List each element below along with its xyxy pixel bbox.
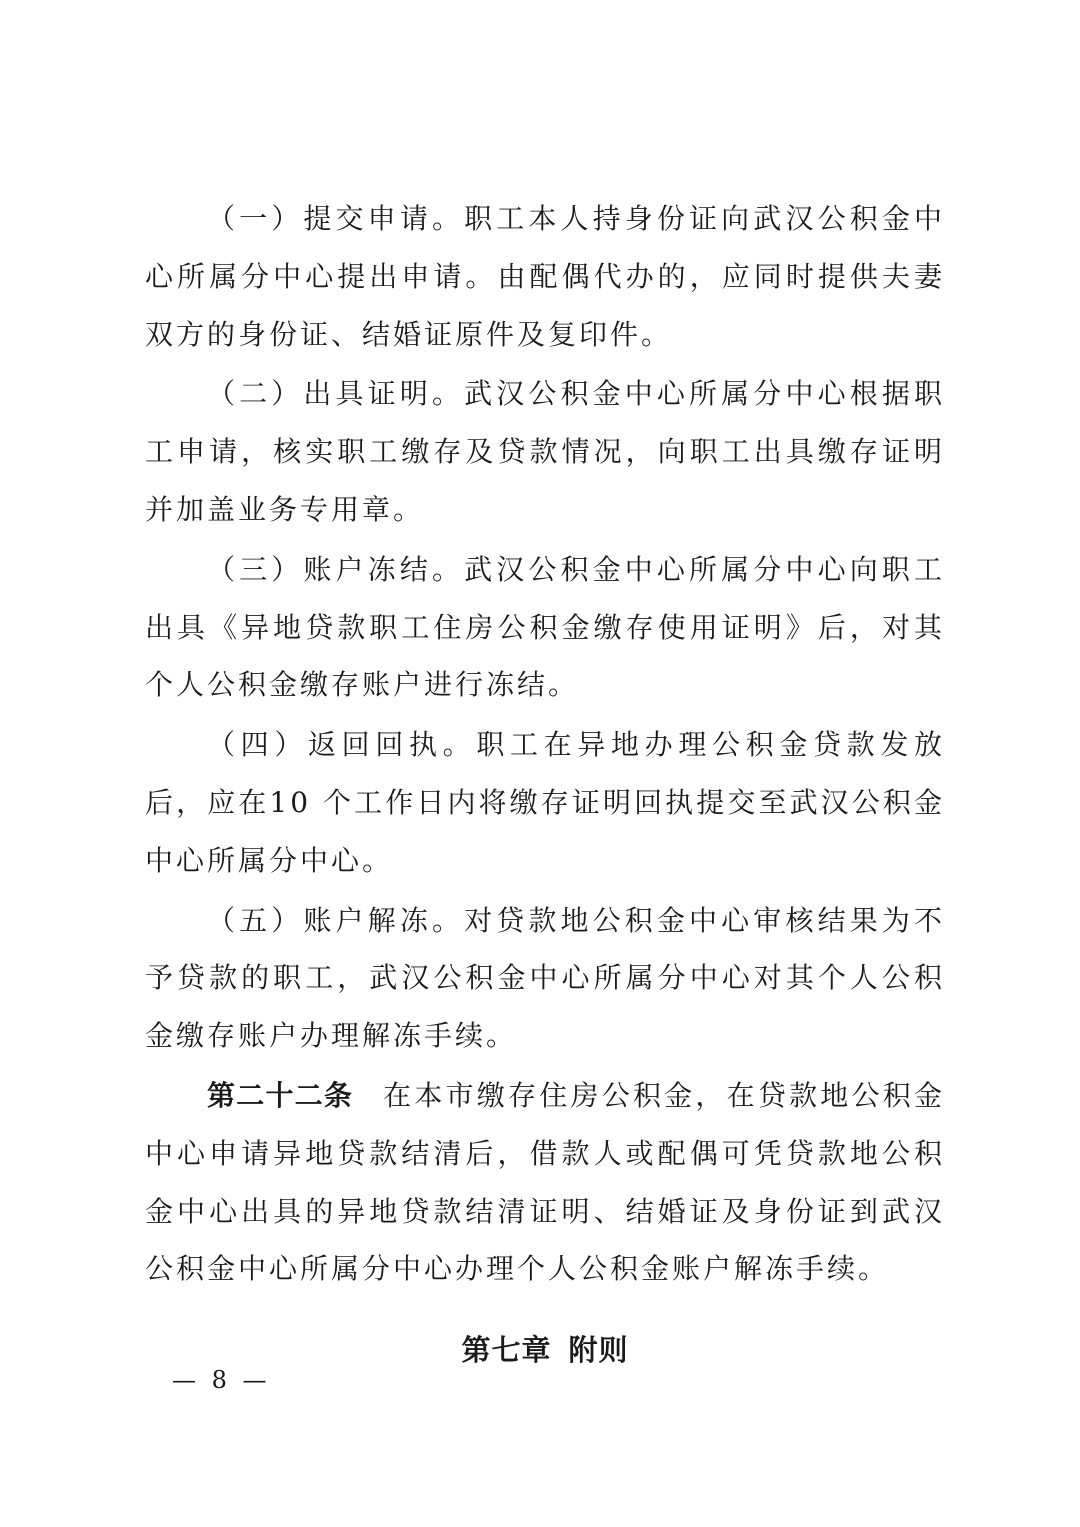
- document-body: [145, 190, 945, 1300]
- paragraph-account-unfreeze: （五）账户解冻。对贷款地公积金中心审核结果为不予贷款的职工，武汉公积金中心所属分中心对其个人公积金缴存账户办理解冻手续。: [145, 903, 945, 1053]
- paragraph-submit-application: （一）提交申请。职工本人持身份证向武汉公积金中心所属分中心提出申请。由配偶代办的，应同时提供夫妻双方的身份证、结婚证原件及复印件。: [145, 202, 945, 351]
- article-22: [145, 1067, 945, 1298]
- page-number: — 8 —: [172, 1366, 271, 1394]
- article-number: 第二十二条: [207, 1078, 354, 1112]
- paragraph-return-receipt: （四）返回回执。职工在异地办理公积金贷款发放后，应在10 个工作日内将缴存证明回执提交至武汉公积金中心所属分中心。: [145, 728, 945, 877]
- article-text: 在本市缴存住房公积金，在贷款地公积金中心申请异地贷款结清后，借款人或配偶可凭贷款地公积金中心出具的异地贷款结清证明、结婚证及身份证到武汉公积金中心所属分中心办理个人公积金账户解冻手续。: [145, 1078, 945, 1286]
- paragraph-account-freeze: （三）账户冻结。武汉公积金中心所属分中心向职工出具《异地贷款职工住房公积金缴存使用证明》后，对其个人公积金缴存账户进行冻结。: [145, 552, 945, 702]
- paragraph-issue-certificate: （二）出具证明。武汉公积金中心所属分中心根据职工申请，核实职工缴存及贷款情况，向职工出具缴存证明并加盖业务专用章。: [145, 377, 945, 526]
- chapter-title: 第七章 附则: [461, 1333, 629, 1367]
